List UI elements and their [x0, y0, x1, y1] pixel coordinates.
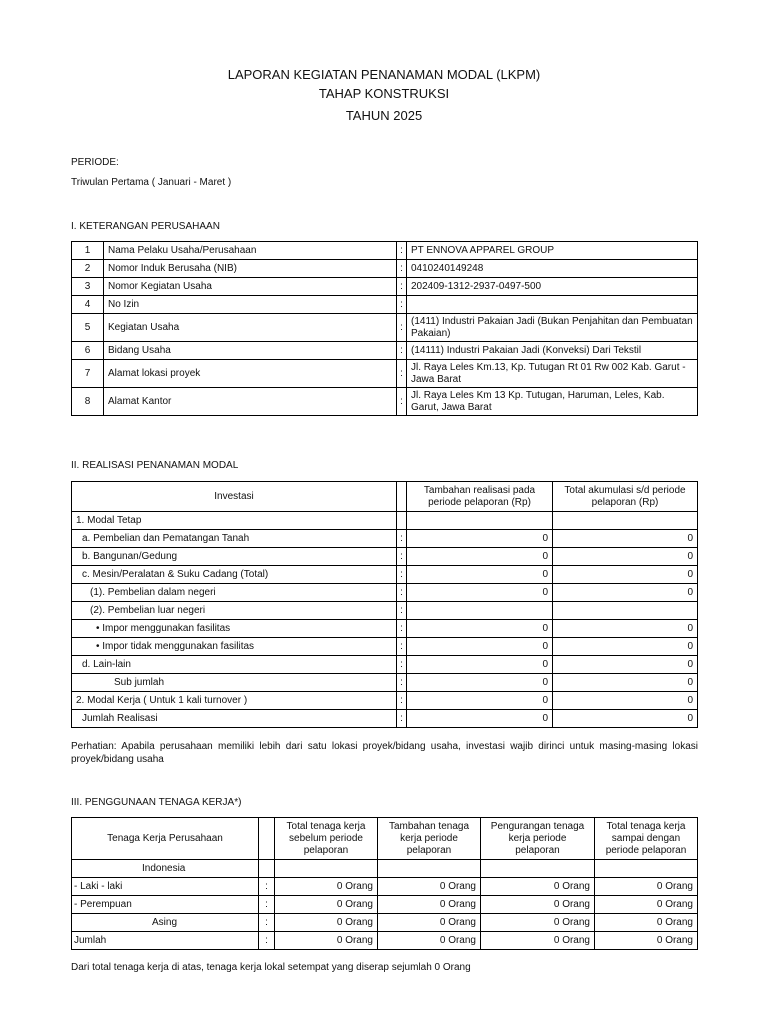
row-label: (2). Pembelian luar negeri [72, 602, 397, 620]
report-year: TAHUN 2025 [345, 108, 423, 123]
row-total: 0 [553, 566, 698, 584]
row-label: Jumlah [72, 932, 259, 950]
header-tambahan: Tambahan tenaga kerja periode pelaporan [378, 818, 481, 860]
row-separator: : [397, 692, 407, 710]
row-tambahan [378, 860, 481, 878]
row-separator: : [397, 314, 407, 342]
workforce-table [71, 817, 698, 950]
row-value [407, 296, 698, 314]
periode-value: Triwulan Pertama ( Januari - Maret ) [71, 177, 232, 188]
table-row [72, 896, 698, 914]
row-sebelum: 0 Orang [275, 914, 378, 932]
header-separator [397, 482, 407, 512]
row-total: 0 [553, 530, 698, 548]
row-separator: : [397, 566, 407, 584]
row-number: 4 [72, 296, 104, 314]
row-label: 2. Modal Kerja ( Untuk 1 kali turnover ) [72, 692, 397, 710]
row-label: a. Pembelian dan Pematangan Tanah [72, 530, 397, 548]
row-separator: : [397, 360, 407, 388]
header-sebelum: Total tenaga kerja sebelum periode pelaporan [275, 818, 378, 860]
row-value: (14111) Industri Pakaian Jadi (Konveksi) Dari Tekstil [407, 342, 698, 360]
workforce-footer-note: Dari total tenaga kerja di atas, tenaga kerja lokal setempat yang diserap sejumlah 0 Orang [71, 962, 471, 973]
row-label: Alamat Kantor [104, 388, 397, 416]
row-label: Jumlah Realisasi [72, 710, 397, 728]
row-separator: : [397, 656, 407, 674]
header-investasi: Investasi [72, 482, 397, 512]
row-total: 0 [553, 548, 698, 566]
row-tambahan: 0 [407, 674, 553, 692]
table-row [72, 656, 698, 674]
table-row [72, 342, 698, 360]
report-subtitle: TAHAP KONSTRUKSI [318, 86, 450, 101]
row-value: (1411) Industri Pakaian Jadi (Bukan Penjahitan dan Pembuatan Pakaian) [407, 314, 698, 342]
row-total: 0 [553, 692, 698, 710]
row-separator: : [397, 548, 407, 566]
table-row [72, 296, 698, 314]
row-sampai: 0 Orang [595, 896, 698, 914]
row-pengurangan [481, 860, 595, 878]
section2-heading: II. REALISASI PENANAMAN MODAL [71, 460, 239, 471]
row-separator [259, 860, 275, 878]
row-label: Bidang Usaha [104, 342, 397, 360]
row-number: 8 [72, 388, 104, 416]
row-total: 0 [553, 656, 698, 674]
row-pengurangan: 0 Orang [481, 914, 595, 932]
row-label: d. Lain-lain [72, 656, 397, 674]
table-row [72, 932, 698, 950]
table-row [72, 260, 698, 278]
row-sampai: 0 Orang [595, 932, 698, 950]
row-tambahan: 0 [407, 620, 553, 638]
section3-heading: III. PENGGUNAAN TENAGA KERJA*) [71, 797, 242, 808]
row-separator: : [397, 620, 407, 638]
row-value: Jl. Raya Leles Km 13 Kp. Tutugan, Haruman, Leles, Kab. Garut, Jawa Barat [407, 388, 698, 416]
row-separator: : [397, 710, 407, 728]
row-sebelum: 0 Orang [275, 932, 378, 950]
row-label: 1. Modal Tetap [72, 512, 397, 530]
row-label: Nama Pelaku Usaha/Perusahaan [104, 242, 397, 260]
table-row [72, 914, 698, 932]
row-sebelum: 0 Orang [275, 878, 378, 896]
table-row [72, 584, 698, 602]
row-separator: : [397, 342, 407, 360]
row-number: 2 [72, 260, 104, 278]
row-tambahan: 0 [407, 692, 553, 710]
row-total [553, 602, 698, 620]
section1-heading: I. KETERANGAN PERUSAHAAN [71, 221, 220, 232]
row-tambahan: 0 [407, 530, 553, 548]
row-sampai: 0 Orang [595, 878, 698, 896]
row-tambahan: 0 [407, 638, 553, 656]
investment-note: Perhatian: Apabila perusahaan memiliki lebih dari satu lokasi proyek/bidang usaha, investasi wajib dirinci untuk masing-masing lokasi proyek/bidang usaha [71, 741, 698, 765]
table-row [72, 878, 698, 896]
row-sebelum: 0 Orang [275, 896, 378, 914]
table-row [72, 860, 698, 878]
row-separator [397, 512, 407, 530]
header-separator [259, 818, 275, 860]
table-row [72, 602, 698, 620]
row-tambahan: 0 Orang [378, 878, 481, 896]
row-label: - Perempuan [72, 896, 259, 914]
row-number: 1 [72, 242, 104, 260]
row-tambahan: 0 [407, 710, 553, 728]
row-tambahan [407, 602, 553, 620]
report-title: LAPORAN KEGIATAN PENANAMAN MODAL (LKPM) [227, 67, 541, 82]
row-separator: : [259, 896, 275, 914]
table-row [72, 242, 698, 260]
row-label: - Laki - laki [72, 878, 259, 896]
table-row [72, 388, 698, 416]
row-number: 6 [72, 342, 104, 360]
row-separator: : [397, 602, 407, 620]
row-tambahan: 0 [407, 584, 553, 602]
row-label: Nomor Kegiatan Usaha [104, 278, 397, 296]
row-number: 7 [72, 360, 104, 388]
row-value: PT ENNOVA APPAREL GROUP [407, 242, 698, 260]
table-row [72, 674, 698, 692]
row-total: 0 [553, 638, 698, 656]
row-total: 0 [553, 584, 698, 602]
header-tenaga: Tenaga Kerja Perusahaan [72, 818, 259, 860]
row-sampai: 0 Orang [595, 914, 698, 932]
investment-table [71, 481, 698, 728]
row-separator: : [397, 530, 407, 548]
row-separator: : [397, 674, 407, 692]
row-separator: : [259, 878, 275, 896]
table-row [72, 692, 698, 710]
row-tambahan: 0 [407, 566, 553, 584]
row-label: • Impor menggunakan fasilitas [72, 620, 397, 638]
table-row [72, 566, 698, 584]
row-separator: : [397, 260, 407, 278]
row-tambahan: 0 Orang [378, 932, 481, 950]
row-label: Sub jumlah [72, 674, 397, 692]
row-separator: : [397, 388, 407, 416]
table-header-row [72, 482, 698, 512]
company-info-table [71, 241, 698, 416]
table-row [72, 620, 698, 638]
row-separator: : [397, 296, 407, 314]
row-separator: : [397, 638, 407, 656]
row-tambahan: 0 [407, 656, 553, 674]
row-separator: : [397, 278, 407, 296]
row-separator: : [397, 584, 407, 602]
row-sebelum [275, 860, 378, 878]
table-row [72, 548, 698, 566]
row-sampai [595, 860, 698, 878]
table-row [72, 710, 698, 728]
row-total: 0 [553, 710, 698, 728]
row-label: No Izin [104, 296, 397, 314]
row-tambahan: 0 Orang [378, 896, 481, 914]
row-pengurangan: 0 Orang [481, 896, 595, 914]
row-label: Kegiatan Usaha [104, 314, 397, 342]
row-total: 0 [553, 620, 698, 638]
row-label: Nomor Induk Berusaha (NIB) [104, 260, 397, 278]
row-pengurangan: 0 Orang [481, 878, 595, 896]
row-separator: : [259, 932, 275, 950]
header-total: Total akumulasi s/d periode pelaporan (Rp) [553, 482, 698, 512]
row-label: c. Mesin/Peralatan & Suku Cadang (Total) [72, 566, 397, 584]
header-tambahan: Tambahan realisasi pada periode pelaporan (Rp) [407, 482, 553, 512]
row-total: 0 [553, 674, 698, 692]
row-number: 5 [72, 314, 104, 342]
row-label: b. Bangunan/Gedung [72, 548, 397, 566]
row-label: (1). Pembelian dalam negeri [72, 584, 397, 602]
table-row [72, 278, 698, 296]
row-tambahan: 0 Orang [378, 914, 481, 932]
row-pengurangan: 0 Orang [481, 932, 595, 950]
row-total [553, 512, 698, 530]
row-label: Alamat lokasi proyek [104, 360, 397, 388]
table-row [72, 314, 698, 342]
periode-label: PERIODE: [71, 157, 119, 168]
row-tambahan: 0 [407, 548, 553, 566]
row-separator: : [397, 242, 407, 260]
header-sampai: Total tenaga kerja sampai dengan periode pelaporan [595, 818, 698, 860]
table-row [72, 360, 698, 388]
row-label: • Impor tidak menggunakan fasilitas [72, 638, 397, 656]
row-value: 202409-1312-2937-0497-500 [407, 278, 698, 296]
row-label: Asing [72, 914, 259, 932]
row-tambahan [407, 512, 553, 530]
table-row [72, 512, 698, 530]
row-value: Jl. Raya Leles Km.13, Kp. Tutugan Rt 01 Rw 002 Kab. Garut - Jawa Barat [407, 360, 698, 388]
table-row [72, 638, 698, 656]
table-header-row [72, 818, 698, 860]
row-number: 3 [72, 278, 104, 296]
row-separator: : [259, 914, 275, 932]
row-value: 0410240149248 [407, 260, 698, 278]
table-row [72, 530, 698, 548]
header-pengurangan: Pengurangan tenaga kerja periode pelaporan [481, 818, 595, 860]
row-label: Indonesia [72, 860, 259, 878]
